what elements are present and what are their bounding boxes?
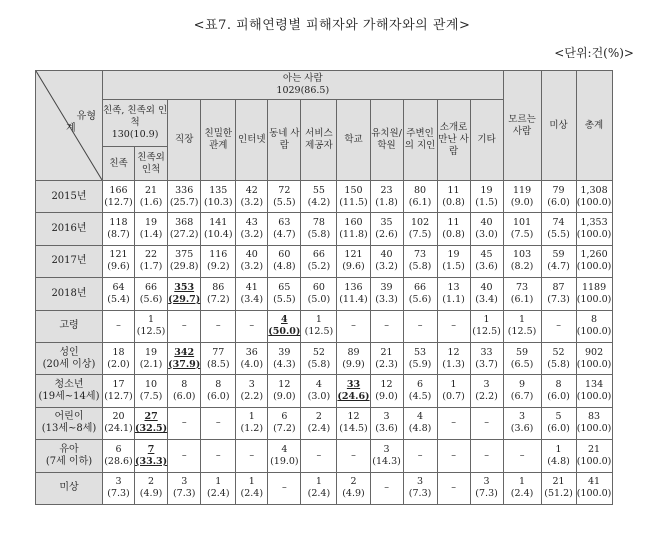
table-cell: 141 (10.4) <box>201 213 236 245</box>
table-cell: 1 (4.8) <box>541 440 576 472</box>
table-cell: 5 (6.0) <box>541 407 576 439</box>
table-cell: 8 (6.0) <box>541 375 576 407</box>
table-cell: 40 (3.0) <box>470 213 503 245</box>
table-cell: 21 (100.0) <box>576 440 612 472</box>
table-cell: 1 (12.5) <box>135 310 168 342</box>
table-cell: 23 (1.8) <box>370 181 403 213</box>
table-cell: 103 (8.2) <box>503 245 541 277</box>
table-cell: 4 (3.0) <box>301 375 337 407</box>
table-cell: 136 (11.4) <box>337 278 370 310</box>
corner-top-label: 유형 <box>76 111 96 122</box>
table-cell: 60 (4.8) <box>268 245 301 277</box>
table-row <box>36 407 613 439</box>
table-cell: 6 (28.6) <box>103 440 135 472</box>
table-cell: – <box>268 472 301 504</box>
table-cell: 8 (6.0) <box>201 375 236 407</box>
row-label: 유아 (7세 이하) <box>36 440 103 472</box>
table-cell: – <box>103 310 135 342</box>
internet-header: 인터넷 <box>236 100 268 181</box>
table-cell: 19 (1.4) <box>135 213 168 245</box>
table-row <box>36 278 613 310</box>
table-cell: – <box>201 407 236 439</box>
table-cell: 1 (0.7) <box>437 375 470 407</box>
table-row <box>36 310 613 342</box>
table-title: <표7. 피해연령별 피해자와 가해자와의 관계> <box>193 18 471 33</box>
in-law-header: 친족외 인척 <box>135 147 168 181</box>
table-cell: – <box>337 310 370 342</box>
table-cell: 3 (3.6) <box>503 407 541 439</box>
table-cell: 1,308 (100.0) <box>576 181 612 213</box>
table-cell: 79 (6.0) <box>541 181 576 213</box>
table-cell: 60 (5.0) <box>301 278 337 310</box>
table-cell: 52 (5.8) <box>301 342 337 374</box>
table-cell: 18 (2.0) <box>103 342 135 374</box>
table-cell: 78 (5.8) <box>301 213 337 245</box>
table-cell: 87 (7.3) <box>541 278 576 310</box>
table-cell: – <box>437 440 470 472</box>
row-label: 어린이 (13세~8세) <box>36 407 103 439</box>
table-cell: 3 (2.2) <box>236 375 268 407</box>
table-cell: 166 (12.7) <box>103 181 135 213</box>
table-cell: 4 (4.8) <box>403 407 437 439</box>
table-cell: 9 (6.7) <box>503 375 541 407</box>
table-cell: 1 (1.2) <box>236 407 268 439</box>
table-cell: 6 (4.5) <box>403 375 437 407</box>
table-cell: – <box>236 440 268 472</box>
table-cell: – <box>403 440 437 472</box>
table-cell: 55 (4.2) <box>301 181 337 213</box>
table-cell: 83 (100.0) <box>576 407 612 439</box>
table-cell: – <box>437 472 470 504</box>
table-row <box>36 245 613 277</box>
table-cell: 160 (11.8) <box>337 213 370 245</box>
table-cell: 135 (10.3) <box>201 181 236 213</box>
table-cell: 101 (7.5) <box>503 213 541 245</box>
table-cell: – <box>503 440 541 472</box>
table-cell: 59 (4.7) <box>541 245 576 277</box>
table-cell: 59 (6.5) <box>503 342 541 374</box>
kinder-header: 유치원/ 학원 <box>370 100 403 181</box>
close-header: 친밀한 관계 <box>201 100 236 181</box>
intro-header: 소개로 만난 사람 <box>437 100 470 181</box>
table-cell: 36 (4.0) <box>236 342 268 374</box>
table-cell: 77 (8.5) <box>201 342 236 374</box>
table-cell: 52 (5.8) <box>541 342 576 374</box>
table-cell: 3 (14.3) <box>370 440 403 472</box>
table-cell: 1 (12.5) <box>470 310 503 342</box>
table-cell: – <box>236 310 268 342</box>
table-cell: 150 (11.5) <box>337 181 370 213</box>
row-label: 2018년 <box>36 278 103 310</box>
table-cell: 66 (5.6) <box>135 278 168 310</box>
table-cell: 116 (9.2) <box>201 245 236 277</box>
table-cell: 1 (2.4) <box>201 472 236 504</box>
table-cell: 73 (5.8) <box>403 245 437 277</box>
table-cell: 43 (3.2) <box>236 213 268 245</box>
table-cell: 72 (5.5) <box>268 181 301 213</box>
table-cell: 40 (3.2) <box>370 245 403 277</box>
unconfirmed-header: 미상 <box>541 71 576 181</box>
table-cell: 2 (2.4) <box>301 407 337 439</box>
table-cell: 33 (24.6) <box>337 375 370 407</box>
table-cell: 1 (2.4) <box>236 472 268 504</box>
table-cell: 3 (7.3) <box>103 472 135 504</box>
table-cell: – <box>370 310 403 342</box>
table-cell: 20 (24.1) <box>103 407 135 439</box>
table-cell: 3 (3.6) <box>370 407 403 439</box>
row-label: 2016년 <box>36 213 103 245</box>
table-cell: – <box>403 310 437 342</box>
table-cell: 121 (9.6) <box>103 245 135 277</box>
relative-header: 친족 <box>103 147 135 181</box>
table-cell: 42 (3.2) <box>236 181 268 213</box>
table-cell: 1 (2.4) <box>503 472 541 504</box>
table-cell: – <box>168 407 201 439</box>
unknown-header: 모르는 사람 <box>503 71 541 181</box>
table-cell: 21 (1.6) <box>135 181 168 213</box>
table-cell: – <box>201 310 236 342</box>
table-cell: 73 (6.1) <box>503 278 541 310</box>
table-cell: 11 (0.8) <box>437 181 470 213</box>
table-cell: 353 (29.7) <box>168 278 201 310</box>
table-cell: 40 (3.2) <box>236 245 268 277</box>
table-cell: 21 (51.2) <box>541 472 576 504</box>
table-cell: – <box>201 440 236 472</box>
table-cell: 33 (3.7) <box>470 342 503 374</box>
table-cell: 39 (3.3) <box>370 278 403 310</box>
row-label: 미상 <box>36 472 103 504</box>
table-row <box>36 213 613 245</box>
table-cell: 368 (27.2) <box>168 213 201 245</box>
table-cell: – <box>337 440 370 472</box>
table-cell: 1,353 (100.0) <box>576 213 612 245</box>
table-cell: 3 (7.3) <box>403 472 437 504</box>
table-cell: 1189 (100.0) <box>576 278 612 310</box>
table-cell: 45 (3.6) <box>470 245 503 277</box>
corner-cell <box>36 71 103 181</box>
table-cell: – <box>301 440 337 472</box>
table-cell: 27 (32.5) <box>135 407 168 439</box>
table-cell: 336 (25.7) <box>168 181 201 213</box>
known-header: 아는 사람 1029(86.5) <box>103 71 504 100</box>
table-cell: 8 (100.0) <box>576 310 612 342</box>
table-cell: – <box>168 310 201 342</box>
table-cell: 102 (7.5) <box>403 213 437 245</box>
table-cell: 64 (5.4) <box>103 278 135 310</box>
table-cell: 89 (9.9) <box>337 342 370 374</box>
table-row <box>36 375 613 407</box>
table-row <box>36 342 613 374</box>
work-header: 직장 <box>168 100 201 181</box>
table-cell: 10 (7.5) <box>135 375 168 407</box>
table-cell: 41 (3.4) <box>236 278 268 310</box>
table-cell: 4 (19.0) <box>268 440 301 472</box>
row-label: 고령 <box>36 310 103 342</box>
table-cell: 13 (1.1) <box>437 278 470 310</box>
data-table <box>35 70 613 505</box>
table-row <box>36 472 613 504</box>
table-cell: 2 (4.9) <box>337 472 370 504</box>
table-cell: 118 (8.7) <box>103 213 135 245</box>
table-cell: 1 (12.5) <box>301 310 337 342</box>
table-cell: 3 (7.3) <box>470 472 503 504</box>
table-cell: 80 (6.1) <box>403 181 437 213</box>
table-cell: 66 (5.6) <box>403 278 437 310</box>
neighbor-header: 동네 사람 <box>268 100 301 181</box>
table-row <box>36 440 613 472</box>
table-cell: 342 (37.9) <box>168 342 201 374</box>
table-cell: 121 (9.6) <box>337 245 370 277</box>
table-cell: 40 (3.4) <box>470 278 503 310</box>
table-cell: 1,260 (100.0) <box>576 245 612 277</box>
table-cell: – <box>541 310 576 342</box>
table-header <box>36 71 613 181</box>
service-header: 서비스 제공자 <box>301 100 337 181</box>
table-cell: 1 (2.4) <box>301 472 337 504</box>
table-cell: 3 (2.2) <box>470 375 503 407</box>
table-cell: 39 (4.3) <box>268 342 301 374</box>
table-cell: 902 (100.0) <box>576 342 612 374</box>
row-label: 청소년 (19세~14세) <box>36 375 103 407</box>
row-label: 2017년 <box>36 245 103 277</box>
table-cell: 86 (7.2) <box>201 278 236 310</box>
table-cell: 6 (7.2) <box>268 407 301 439</box>
acquaint-header: 주변인 의 지인 <box>403 100 437 181</box>
table-cell: – <box>168 440 201 472</box>
table-cell: – <box>437 407 470 439</box>
table-cell: 21 (2.3) <box>370 342 403 374</box>
unit-label: <단위:건(%)> <box>554 46 634 60</box>
table-cell: 12 (9.0) <box>370 375 403 407</box>
table-cell: 19 (1.5) <box>437 245 470 277</box>
table-cell: 53 (5.9) <box>403 342 437 374</box>
table-cell: 12 (1.3) <box>437 342 470 374</box>
table-cell: 35 (2.6) <box>370 213 403 245</box>
table-cell: 8 (6.0) <box>168 375 201 407</box>
school-header: 학교 <box>337 100 370 181</box>
table-cell: 12 (9.0) <box>268 375 301 407</box>
corner-bottom-label: 계 <box>66 123 76 134</box>
relatives-header: 친족, 친족외 인척 130(10.9) <box>103 100 168 147</box>
table-cell: 74 (5.5) <box>541 213 576 245</box>
table-cell: – <box>470 440 503 472</box>
table-cell: 119 (9.0) <box>503 181 541 213</box>
table-cell: 66 (5.2) <box>301 245 337 277</box>
table-cell: – <box>470 407 503 439</box>
table-cell: 7 (33.3) <box>135 440 168 472</box>
total-header: 총계 <box>576 71 612 181</box>
table-cell: 2 (4.9) <box>135 472 168 504</box>
table-cell: 17 (12.7) <box>103 375 135 407</box>
table-cell: 134 (100.0) <box>576 375 612 407</box>
table-cell: 11 (0.8) <box>437 213 470 245</box>
table-body <box>36 181 613 505</box>
table-cell: 65 (5.5) <box>268 278 301 310</box>
table-cell: – <box>437 310 470 342</box>
row-label: 2015년 <box>36 181 103 213</box>
table-cell: – <box>370 472 403 504</box>
table-cell: 22 (1.7) <box>135 245 168 277</box>
table-cell: 3 (7.3) <box>168 472 201 504</box>
table-cell: 19 (2.1) <box>135 342 168 374</box>
table-cell: 12 (14.5) <box>337 407 370 439</box>
table-cell: 4 (50.0) <box>268 310 301 342</box>
table-cell: 63 (4.7) <box>268 213 301 245</box>
other-header: 기타 <box>470 100 503 181</box>
row-label: 성인 (20세 이상) <box>36 342 103 374</box>
table-row <box>36 181 613 213</box>
table-cell: 1 (12.5) <box>503 310 541 342</box>
table-cell: 41 (100.0) <box>576 472 612 504</box>
table-cell: 375 (29.8) <box>168 245 201 277</box>
table-cell: 19 (1.5) <box>470 181 503 213</box>
